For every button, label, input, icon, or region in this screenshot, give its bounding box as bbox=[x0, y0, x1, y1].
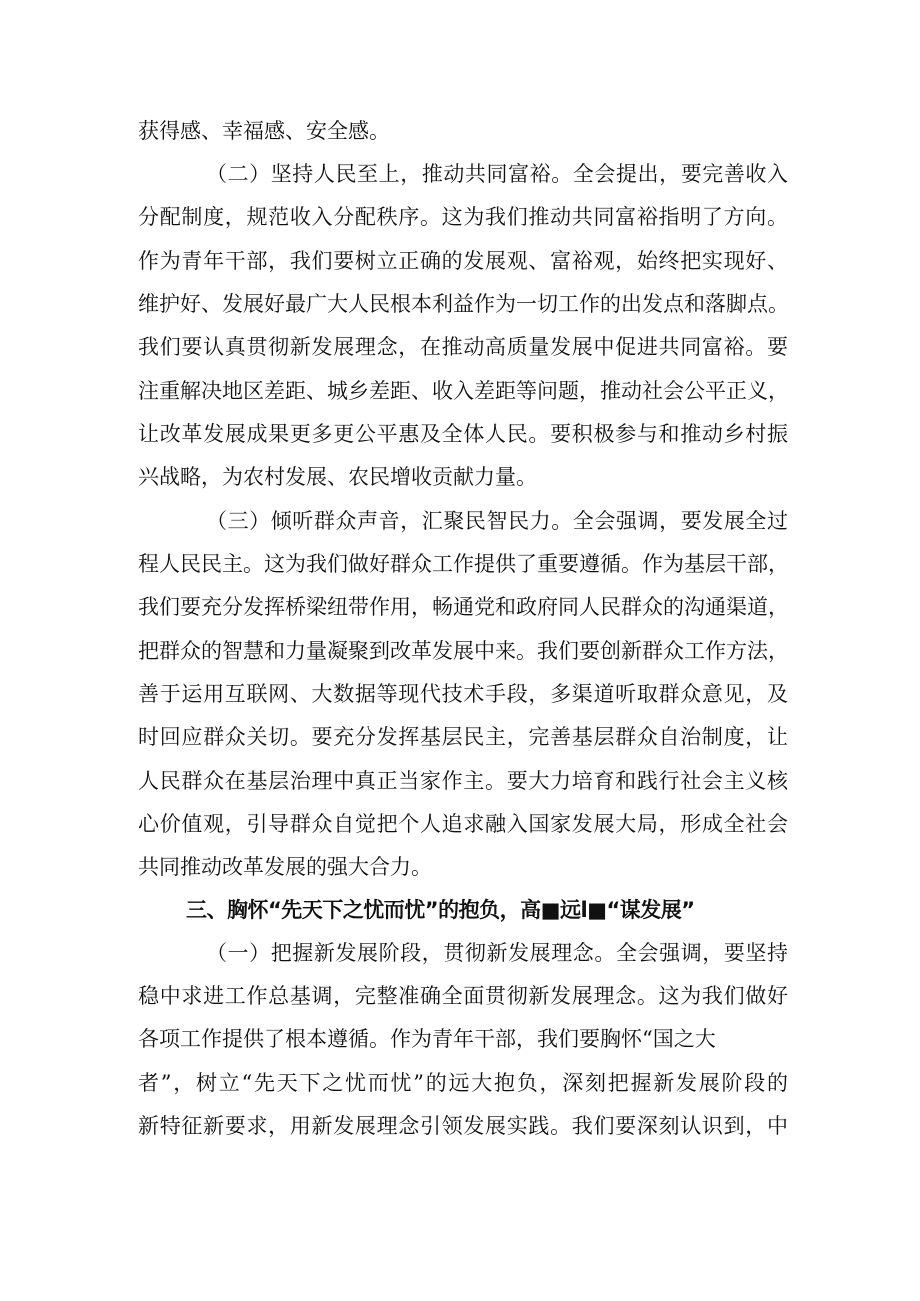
text-line-6: 我们要认真贯彻新发展理念，在推动高质量发展中促进共同富裕。要 bbox=[138, 335, 788, 359]
text-line-24: 新特征新要求，用新发展理念引领发展实践。我们要深刻认识到，中 bbox=[138, 1114, 788, 1138]
text-line-21: 稳中求进工作总基调，完整准确全面贯彻新发展理念。这为我们做好 bbox=[138, 984, 788, 1008]
text-line-14: 善于运用互联网、大数据等现代技术手段，多渠道听取群众意见，及 bbox=[138, 682, 788, 706]
text-line-23: 者”，树立“先天下之忧而忧”的远大抱负，深刻把握新发展阶段的 bbox=[138, 1071, 788, 1095]
text-line-15: 时回应群众关切。要充分发挥基层民主，完善基层群众自治制度，让 bbox=[138, 725, 788, 749]
text-line-1: 获得感、幸福感、安全感。 bbox=[138, 119, 390, 143]
text-line-20: （一）把握新发展阶段，贯彻新发展理念。全会强调，要坚持 bbox=[206, 941, 788, 965]
text-line-17: 心价值观，引导群众自觉把个人追求融入国家发展大局，形成全社会 bbox=[138, 812, 788, 836]
text-line-16: 人民群众在基层治理中真正当家作主。要大力培育和践行社会主义核 bbox=[138, 769, 788, 793]
text-line-3: 分配制度，规范收入分配秩序。这为我们推动共同富裕指明了方向。 bbox=[138, 205, 788, 229]
text-line-22: 各项工作提供了根本遵循。作为青年干部，我们要胸怀“国之大 bbox=[138, 1027, 716, 1051]
text-line-4: 作为青年干部，我们要树立正确的发展观、富裕观，始终把实现好、 bbox=[138, 249, 788, 273]
text-line-8: 让改革发展成果更多更公平惠及全体人民。要积极参与和推动乡村振 bbox=[138, 422, 788, 446]
text-line-7: 注重解决地区差距、城乡差距、收入差距等问题，推动社会公平正义， bbox=[138, 379, 789, 403]
text-line-10: （三）倾听群众声音，汇聚民智民力。全会强调，要发展全过 bbox=[206, 509, 788, 533]
text-line-2: （二）坚持人民至上，推动共同富裕。全会提出，要完善收入 bbox=[206, 162, 788, 186]
text-line-18: 共同推动改革发展的强大合力。 bbox=[138, 855, 432, 879]
text-line-12: 我们要充分发挥桥梁纽带作用，畅通党和政府同人民群众的沟通渠道， bbox=[138, 595, 789, 619]
text-line-13: 把群众的智慧和力量凝聚到改革发展中来。我们要创新群众工作方法， bbox=[138, 639, 789, 663]
section-heading: 三、胸怀“先天下之忧而忧”的抱负，高■远l■“谋发展” bbox=[186, 898, 695, 922]
text-line-11: 程人民民主。这为我们做好群众工作提供了重要遵循。作为基层干部， bbox=[138, 552, 789, 576]
text-line-9: 兴战略，为农村发展、农民增收贡献力量。 bbox=[138, 465, 537, 489]
text-line-5: 维护好、发展好最广大人民根本利益作为一切工作的出发点和落脚点。 bbox=[138, 292, 789, 316]
